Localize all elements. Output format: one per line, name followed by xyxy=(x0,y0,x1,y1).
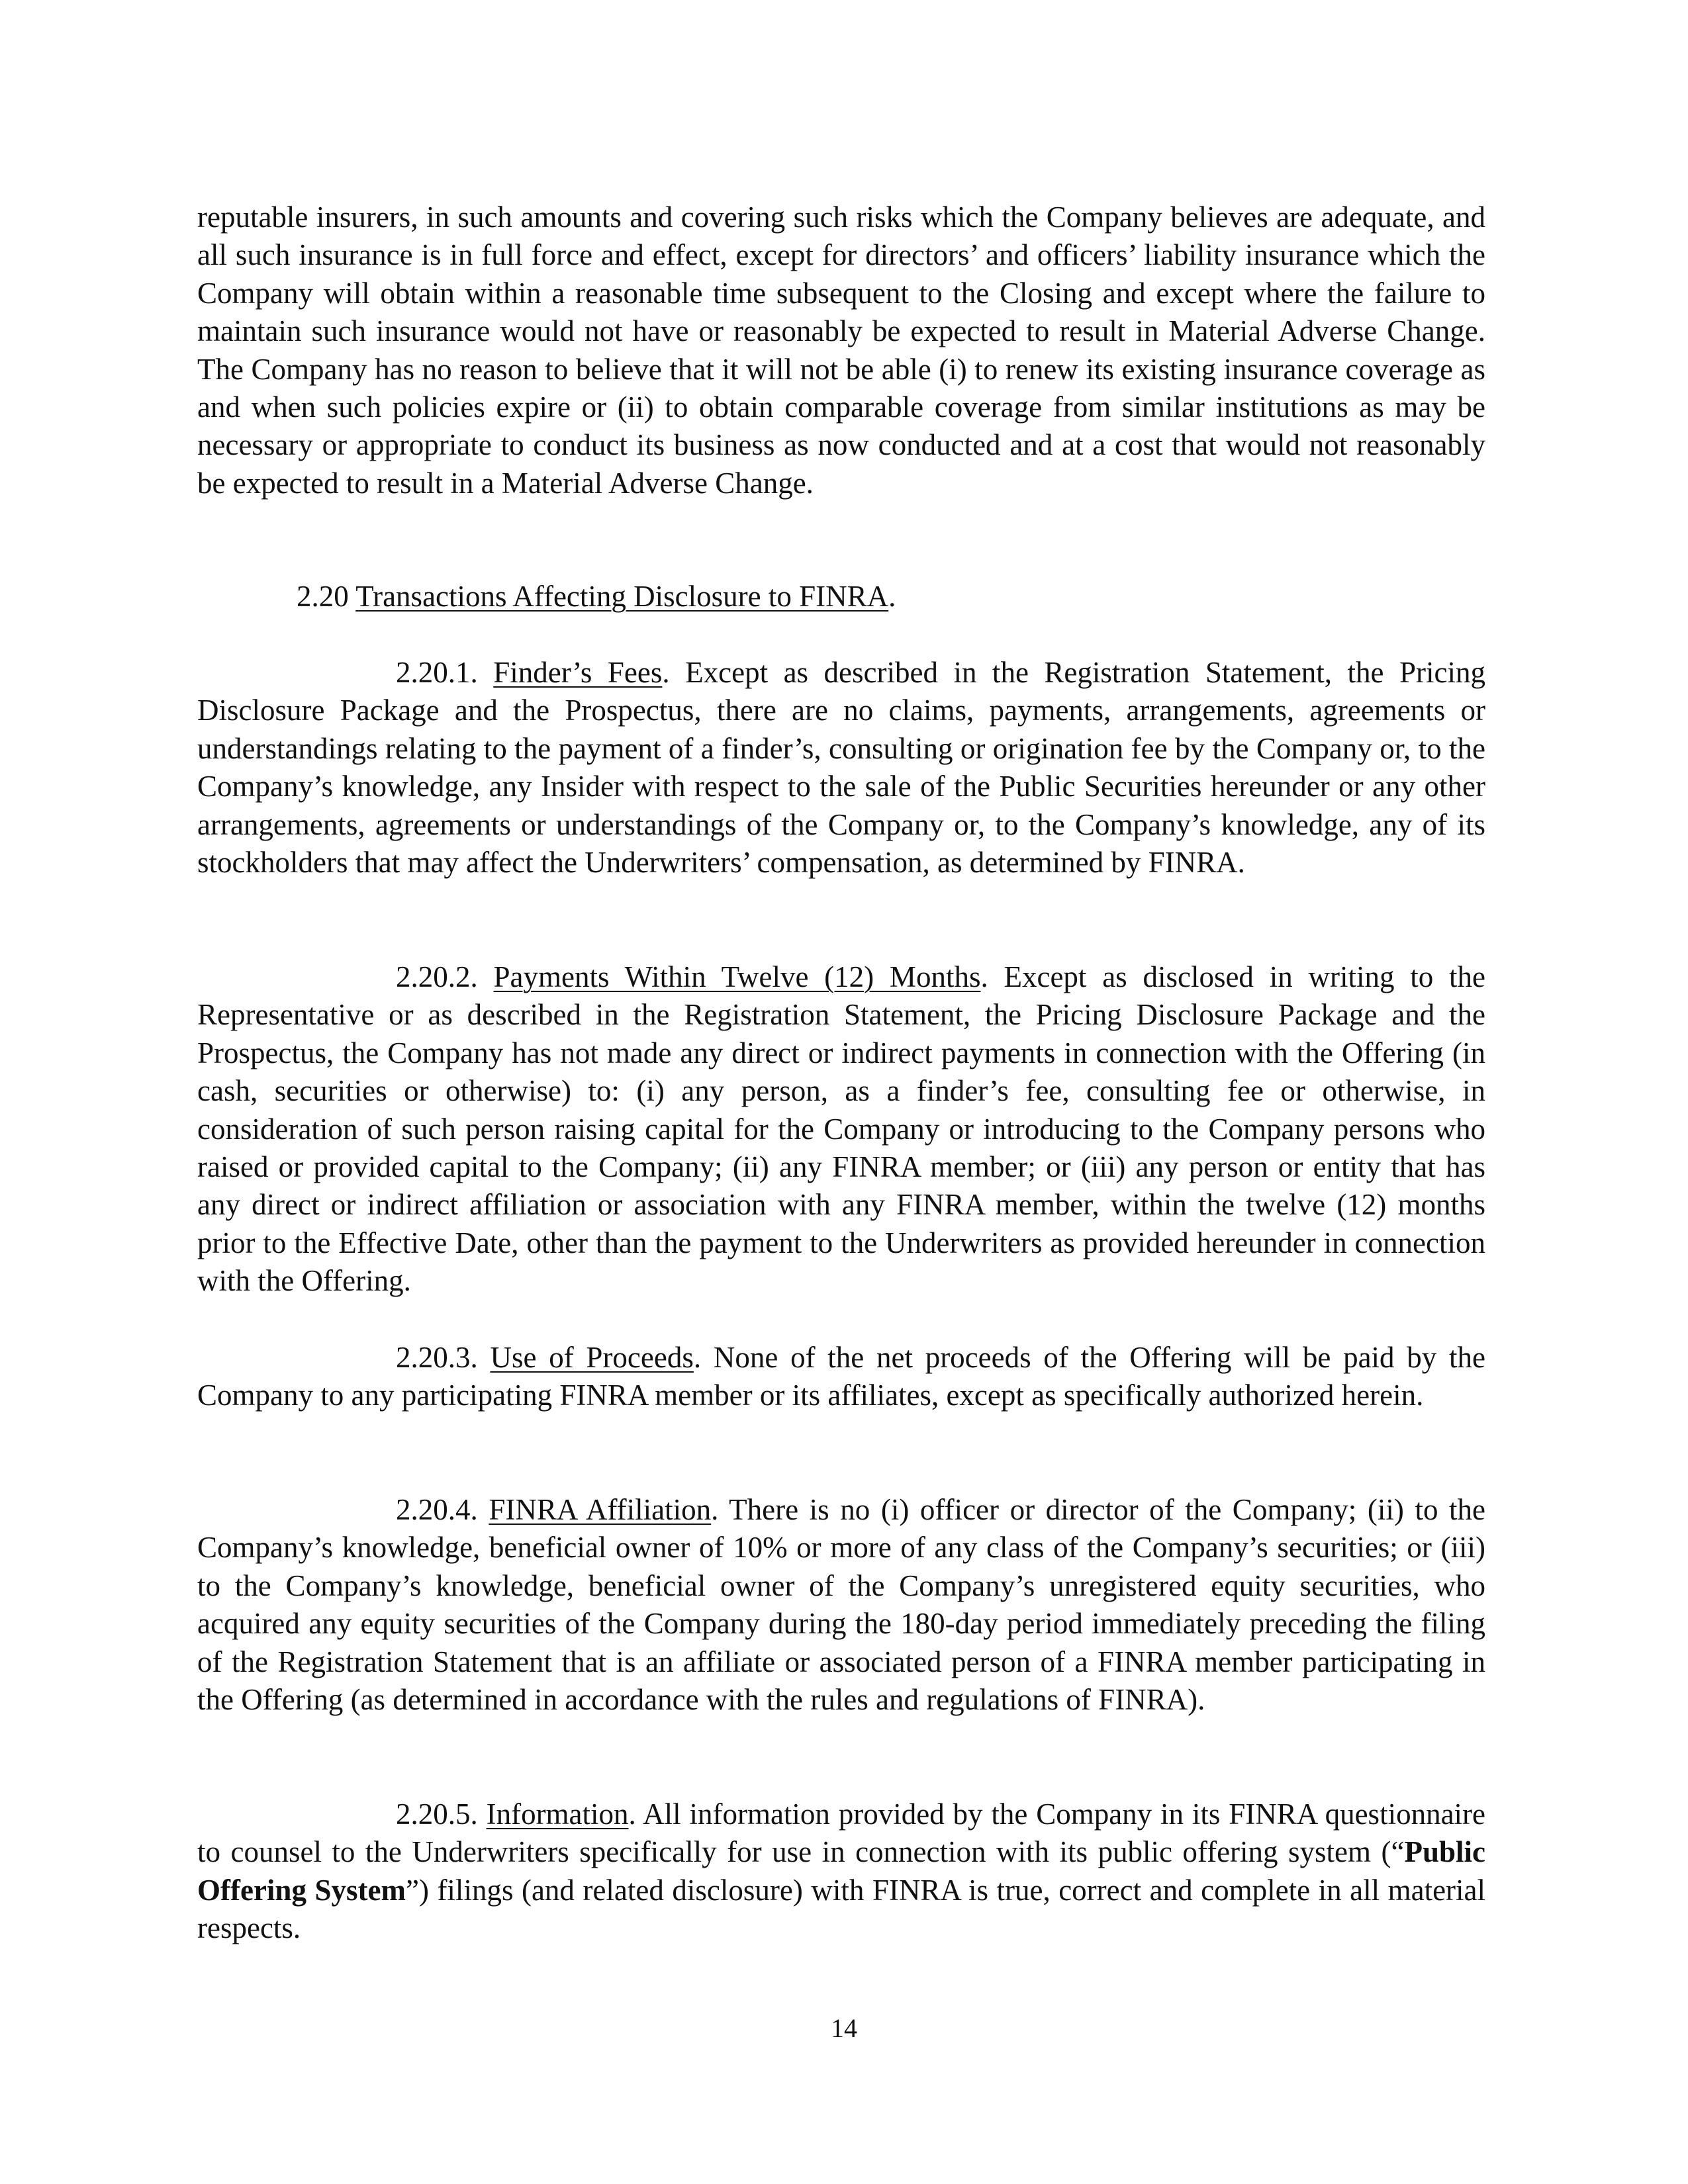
subsection-body-start: . All information provided by the Company in its FINRA questionnaire to counsel to the Underwriters specifically for use in connection with its public offering system (“ xyxy=(197,1797,1486,1869)
subsection-2-20-3 xyxy=(197,1339,1485,1415)
section-title-suffix: . xyxy=(888,580,896,613)
subsection-title: FINRA Affiliation xyxy=(489,1493,712,1526)
subsection-number: 2.20.3. xyxy=(396,1341,478,1374)
subsection-title: Finder’s Fees xyxy=(493,656,663,689)
subsection-title: Use of Proceeds xyxy=(490,1341,694,1374)
subsection-body: . There is no (i) officer or director of the Company; (ii) to the Company’s knowledge, beneficial owner of 10% or more of any class of the Company’s securities; or (iii) to the Company’s knowledge, beneficial owner of the Company’s unregistered equity securities, who acquired any equity securities of the Company during the 180-day period immediately preceding the filing of the Registration Statement that is an affiliate or associated person of a FINRA member participating in the Offering (as determined in accordance with the rules and regulations of FINRA). xyxy=(197,1493,1486,1717)
subsection-2-20-1 xyxy=(197,654,1485,882)
subsection-2-20-2 xyxy=(197,958,1485,1300)
intro-paragraph: reputable insurers, in such amounts and covering such risks which the Company believes are adequate, and all such insurance is in full force and effect, except for directors’ and officers’ liability insurance which the Company will obtain within a reasonable time subsequent to the Closing and except where the failure to maintain such insurance would not have or reasonably be expected to result in Material Adverse Change. The Company has no reason to believe that it will not be able (i) to renew its existing insurance coverage as and when such policies expire or (ii) to obtain comparable coverage from similar institutions as may be necessary or appropriate to conduct its business as now conducted and at a cost that would not reasonably be expected to result in a Material Adverse Change. xyxy=(197,201,1485,500)
subsection-number: 2.20.5. xyxy=(396,1797,478,1831)
subsection-2-20-5 xyxy=(197,1796,1485,1948)
subsection-body: . Except as disclosed in writing to the Representative or as described in the Registration Statement, the Pricing Disclosure Package and the Prospectus, the Company has not made any direct or indirect payments in connection with the Offering (in cash, securities or otherwise) to: (i) any person, as a finder’s fee, consulting fee or otherwise, in consideration of such person raising capital for the Company or introducing to the Company persons who raised or provided capital to the Company; (ii) any FINRA member; or (iii) any person or entity that has any direct or indirect affiliation or association with any FINRA member, within the twelve (12) months prior to the Effective Date, other than the payment to the Underwriters as provided hereunder in connection with the Offering. xyxy=(197,960,1486,1298)
subsection-number: 2.20.1. xyxy=(396,656,478,689)
section-title: Transactions Affecting Disclosure to FINRA xyxy=(355,580,889,613)
subsection-body: . Except as described in the Registration Statement, the Pricing Disclosure Package and the Prospectus, there are no claims, payments, arrangements, agreements or understandings relating to the payment of a finder’s, consulting or origination fee by the Company or, to the Company’s knowledge, any Insider with respect to the sale of the Public Securities hereunder or any other arrangements, agreements or understandings of the Company or, to the Company’s knowledge, any of its stockholders that may affect the Underwriters’ compensation, as determined by FINRA. xyxy=(197,656,1486,880)
subsection-2-20-4 xyxy=(197,1491,1485,1719)
subsection-number: 2.20.4. xyxy=(396,1493,478,1526)
subsection-body-end: ”) filings (and related disclosure) with FINRA is true, correct and complete in all material respects. xyxy=(197,1873,1486,1945)
section-heading-2-20 xyxy=(297,578,896,615)
defined-term: Public Offering System xyxy=(197,1835,1485,1907)
subsection-title: Information xyxy=(486,1797,629,1831)
subsection-number: 2.20.2. xyxy=(396,960,478,993)
section-number: 2.20 xyxy=(297,580,349,613)
subsection-body: . None of the net proceeds of the Offering will be paid by the Company to any participating FINRA member or its affiliates, except as specifically authorized herein. xyxy=(197,1341,1485,1412)
subsection-title: Payments Within Twelve (12) Months xyxy=(493,960,981,993)
page-number: 14 xyxy=(831,2013,857,2043)
